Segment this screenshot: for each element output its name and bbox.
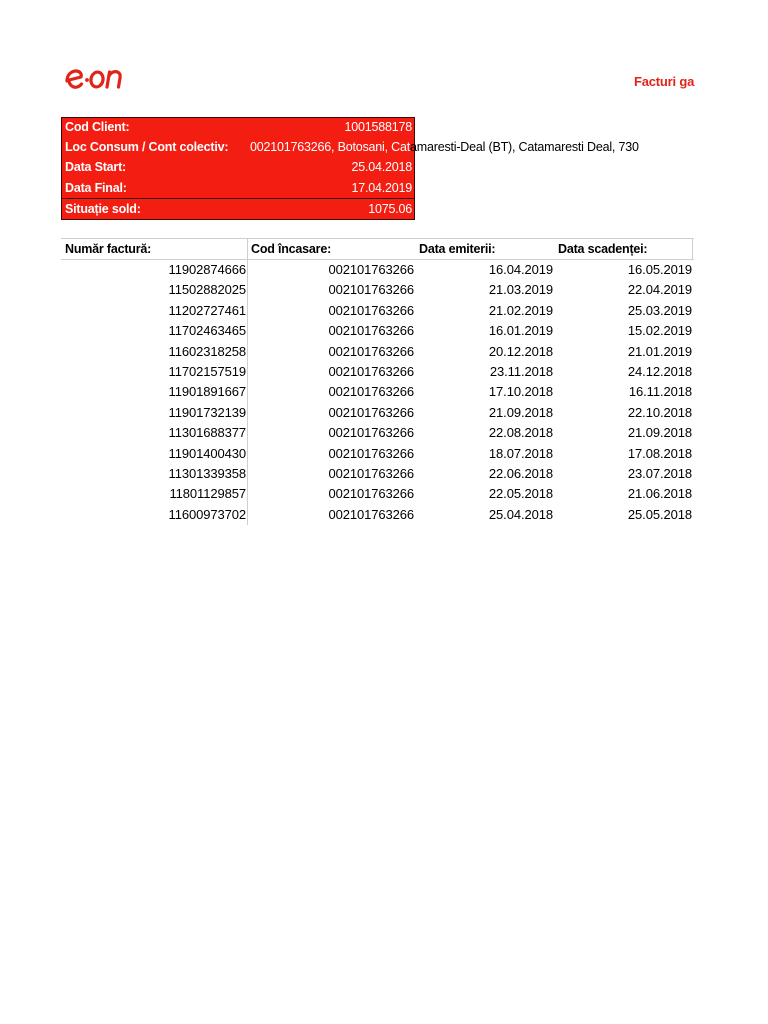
- issue-date-cell: 25.04.2018: [488, 506, 553, 522]
- table-row: [61, 505, 694, 525]
- loc-consum-value-text: 002101763266, Botosani, Catamaresti-Deal (BT), Catamaresti Deal, 730: [250, 140, 639, 154]
- loc-consum-value: [250, 137, 639, 157]
- due-date-cell: 24.12.2018: [627, 363, 692, 379]
- payment-code-cell: 002101763266: [328, 262, 414, 277]
- issue-date-cell: 16.01.2019: [488, 323, 553, 339]
- due-date-cell: 22.10.2018: [627, 404, 692, 420]
- invoice-number-cell: 11901400430: [168, 445, 246, 461]
- header-data-emiterii: Data emiterii:: [419, 242, 496, 256]
- document-title: Facturi ga: [634, 74, 695, 89]
- payment-code-cell: 002101763266: [328, 363, 414, 379]
- data-start-value: 25.04.2018: [351, 160, 412, 174]
- invoice-number-cell: 11801129857: [169, 486, 246, 502]
- payment-code-cell: 002101763266: [328, 506, 414, 522]
- table-row: [61, 382, 694, 402]
- invoice-table-body: [61, 260, 694, 525]
- table-row: [61, 464, 694, 484]
- issue-date-cell: 23.11.2018: [489, 363, 553, 379]
- issue-date-cell: 18.07.2018: [488, 445, 553, 461]
- invoice-number-cell: 11600973702: [168, 506, 246, 522]
- cod-client-value: 1001588178: [344, 120, 412, 134]
- issue-date-cell: 21.03.2019: [488, 282, 553, 298]
- issue-date-cell: 22.08.2018: [488, 425, 553, 441]
- payment-code-cell: 002101763266: [328, 425, 414, 441]
- data-final-value: 17.04.2019: [351, 181, 412, 195]
- due-date-cell: 16.11.2018: [628, 384, 692, 400]
- payment-code-cell: 002101763266: [328, 343, 414, 359]
- due-date-cell: 21.01.2019: [627, 343, 692, 359]
- invoice-number-cell: 11901891667: [168, 384, 246, 400]
- payment-code-cell: 002101763266: [328, 323, 414, 339]
- info-row-situatie-sold: [61, 199, 415, 219]
- issue-date-cell: 21.02.2019: [488, 302, 553, 318]
- issue-date-cell: 16.04.2019: [488, 262, 553, 277]
- due-date-cell: 23.07.2018: [627, 465, 692, 481]
- due-date-cell: 25.03.2019: [627, 302, 692, 318]
- due-date-cell: 22.04.2019: [627, 282, 692, 298]
- due-date-cell: 25.05.2018: [627, 506, 692, 522]
- issue-date-cell: 20.12.2018: [488, 343, 553, 359]
- cod-client-label: Cod Client:: [65, 120, 130, 134]
- situatie-sold-label: Situație sold:: [65, 202, 141, 216]
- payment-code-cell: 002101763266: [328, 302, 414, 318]
- due-date-cell: 16.05.2019: [627, 262, 692, 277]
- invoice-number-cell: 11502882025: [168, 282, 246, 298]
- table-row: [61, 444, 694, 464]
- table-row: [61, 423, 694, 443]
- info-row-cod-client: [61, 117, 415, 137]
- payment-code-cell: 002101763266: [328, 384, 414, 400]
- info-row-loc-consum: [61, 137, 639, 157]
- invoice-number-cell: 11902874666: [168, 262, 246, 277]
- header-separator: [692, 239, 693, 259]
- payment-code-cell: 002101763266: [328, 445, 414, 461]
- header-separator: [247, 239, 248, 259]
- invoice-number-cell: 11301688377: [168, 425, 246, 441]
- invoice-table-header: [61, 238, 694, 260]
- issue-date-cell: 22.06.2018: [488, 465, 553, 481]
- due-date-cell: 21.09.2018: [627, 425, 692, 441]
- header-numar-factura: Număr factură:: [65, 242, 152, 256]
- invoice-number-cell: 11901732139: [168, 404, 246, 420]
- payment-code-cell: 002101763266: [328, 465, 414, 481]
- payment-code-cell: 002101763266: [328, 404, 414, 420]
- eon-logo: [63, 62, 125, 96]
- invoice-number-cell: 11202727461: [168, 302, 246, 318]
- table-row: [61, 362, 694, 382]
- loc-consum-label: Loc Consum / Cont colectiv:: [65, 140, 229, 154]
- invoice-number-cell: 11702157519: [168, 363, 246, 379]
- table-row: [61, 321, 694, 341]
- invoice-number-cell: 11702463465: [168, 323, 246, 339]
- due-date-cell: 15.02.2019: [627, 323, 692, 339]
- table-row: [61, 301, 694, 321]
- data-start-label: Data Start:: [65, 160, 127, 174]
- info-row-data-final: [61, 178, 415, 198]
- issue-date-cell: 22.05.2018: [488, 486, 553, 502]
- header-cod-incasare: Cod încasare:: [251, 242, 332, 256]
- header-data-scadentei: Data scadenței:: [558, 242, 648, 256]
- table-row: [61, 280, 694, 300]
- info-row-data-start: [61, 157, 415, 177]
- invoice-number-cell: 11301339358: [168, 465, 246, 481]
- data-final-label: Data Final:: [65, 181, 127, 195]
- invoice-number-cell: 11602318258: [168, 343, 246, 359]
- due-date-cell: 21.06.2018: [627, 486, 692, 502]
- issue-date-cell: 21.09.2018: [488, 404, 553, 420]
- situatie-sold-value: 1075.06: [368, 202, 412, 216]
- table-row: [61, 260, 694, 280]
- issue-date-cell: 17.10.2018: [488, 384, 553, 400]
- payment-code-cell: 002101763266: [328, 282, 414, 298]
- table-row: [61, 342, 694, 362]
- table-row: [61, 403, 694, 423]
- table-row: [61, 484, 694, 504]
- due-date-cell: 17.08.2018: [627, 445, 692, 461]
- payment-code-cell: 002101763266: [328, 486, 414, 502]
